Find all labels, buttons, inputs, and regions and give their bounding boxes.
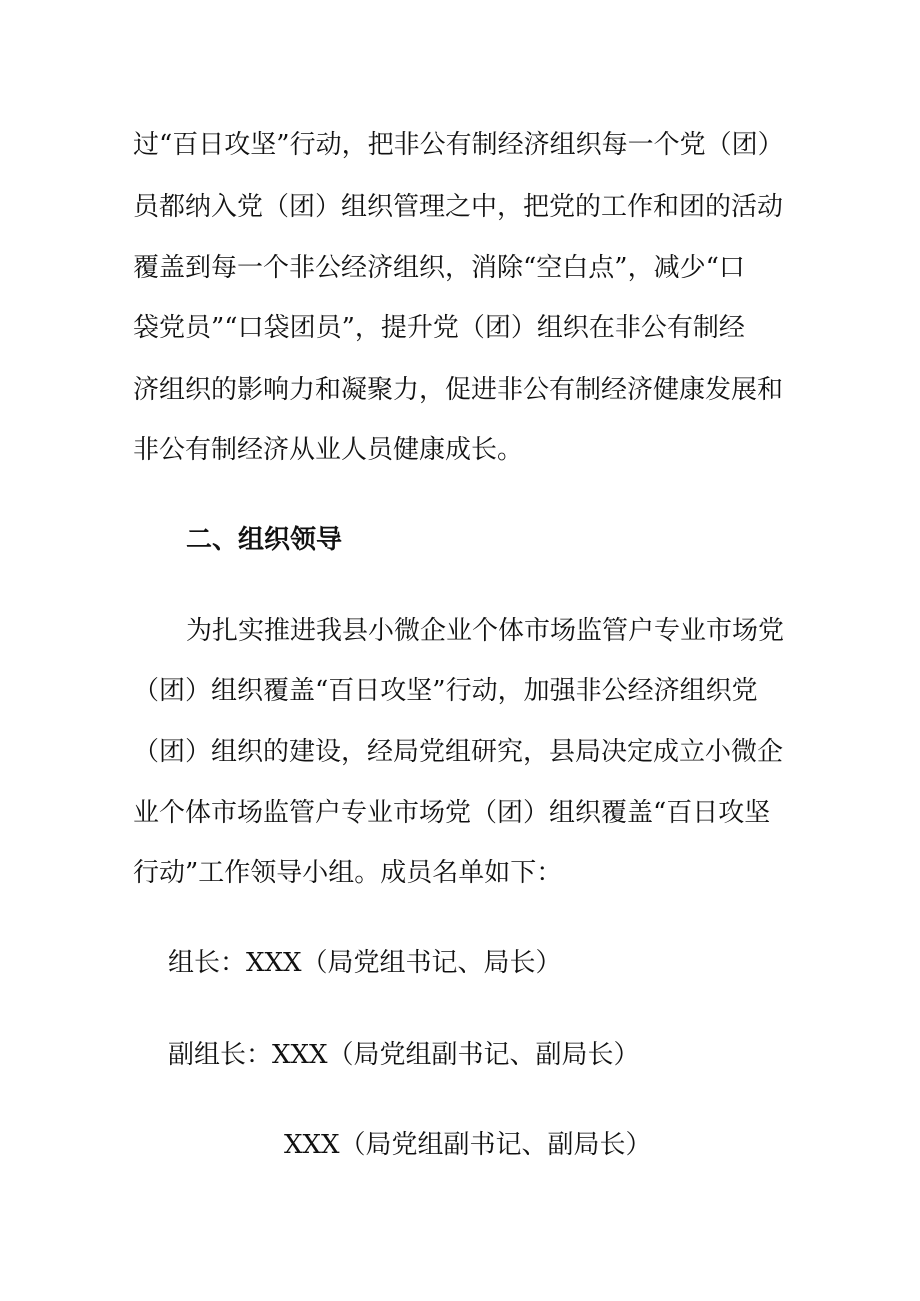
member-deputy-2: XXX（局党组副书记、副局长） [284,1130,652,1160]
paragraph-1-line-5: 济组织的影响力和凝聚力，促进非公有制经济健康发展和 [133,375,784,405]
paragraph-1-line-3: 覆盖到每一个非公经济组织，消除“空白点”，减少“口 [133,253,745,283]
paragraph-1-line-2: 员都纳入党（团）组织管理之中，把党的工作和团的活动 [133,192,784,222]
member-leader: 组长：XXX（局党组书记、局长） [168,948,562,978]
section-heading: 二、组织领导 [186,525,343,555]
paragraph-2-line-5: 行动”工作领导小组。成员名单如下： [133,858,563,888]
paragraph-1-line-1: 过“百日攻坚”行动，把非公有制经济组织每一个党（团） [133,130,784,160]
paragraph-1-line-4: 袋党员”“口袋团员”，提升党（团）组织在非公有制经 [133,313,745,343]
paragraph-2-line-4: 业个体市场监管户专业市场党（团）组织覆盖“百日攻坚 [133,798,771,828]
member-deputy-1: 副组长：XXX（局党组副书记、副局长） [168,1040,640,1070]
paragraph-2-line-2: （团）组织覆盖“百日攻坚”行动，加强非公经济组织党 [133,676,758,706]
paragraph-1-line-6: 非公有制经济从业人员健康成长。 [133,435,524,465]
paragraph-2-line-3: （团）组织的建设，经局党组研究，县局决定成立小微企 [133,737,784,767]
paragraph-2-line-1: 为扎实推进我县小微企业个体市场监管户专业市场党 [186,616,785,646]
